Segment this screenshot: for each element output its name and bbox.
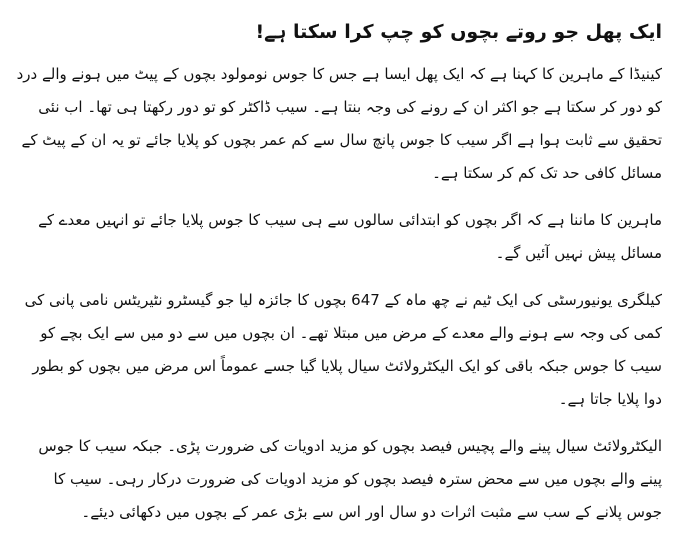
article-paragraph-2: ماہرین کا ماننا ہے کہ اگر بچوں کو ابتدائی سالوں سے ہی سیب کا جوس پلایا جائے تو انہیں معدے کے مسائل پیش نہیں آئیں گے۔	[38, 211, 662, 262]
article-paragraph-3: کیلگری یونیورسٹی کی ایک ٹیم نے چھ ماہ کے 647 بچوں کا جائزہ لیا جو گیسٹرو نٹیریٹس نامی پانی کی کمی کی وجہ سے ہونے والے معدے کے مرض میں مبتلا تھے۔ ان بچوں میں سے دو میں سے ایک بچے کو سیب کا جوس جبکہ باقی کو ایک الیکٹرولائٹ سیال پلایا گیا جسے عموماً اس مرض میں بچوں کو بطور دوا پلایا جاتا ہے۔	[24, 291, 662, 408]
article-paragraph-1: کینیڈا کے ماہرین کا کہنا ہے کہ ایک پھل ایسا ہے جس کا جوس نومولود بچوں کے پیٹ میں ہونے والے درد کو دور کر سکتا ہے جو اکثر ان کے رونے کی وجہ بنتا ہے۔ سیب ڈاکٹر کو تو دور رکھتا ہی تھا۔ اب نئی تحقیق سے ثابت ہوا ہے اگر سیب کا جوس پانچ سال سے کم عمر بچوں کو پلایا جائے تو یہ ان کے پیٹ کے مسائل کافی حد تک کم کر سکتا ہے۔	[16, 65, 662, 182]
article-paragraph-4: الیکٹرولائٹ سیال پینے والے پچیس فیصد بچوں کو مزید ادویات کی ضرورت پڑی۔ جبکہ سیب کا جوس پینے والے بچوں میں سے محض سترہ فیصد بچوں کو مزید ادویات کی ضرورت درکار رہی۔ سیب کا جوس پلانے کے سب سے مثبت اثرات دو سال اور اس سے بڑی عمر کے بچوں میں دکھائی دیئے۔	[38, 437, 662, 521]
article-headline: ایک پھل جو روتے بچوں کو چپ کرا سکتا ہے!	[255, 21, 662, 43]
